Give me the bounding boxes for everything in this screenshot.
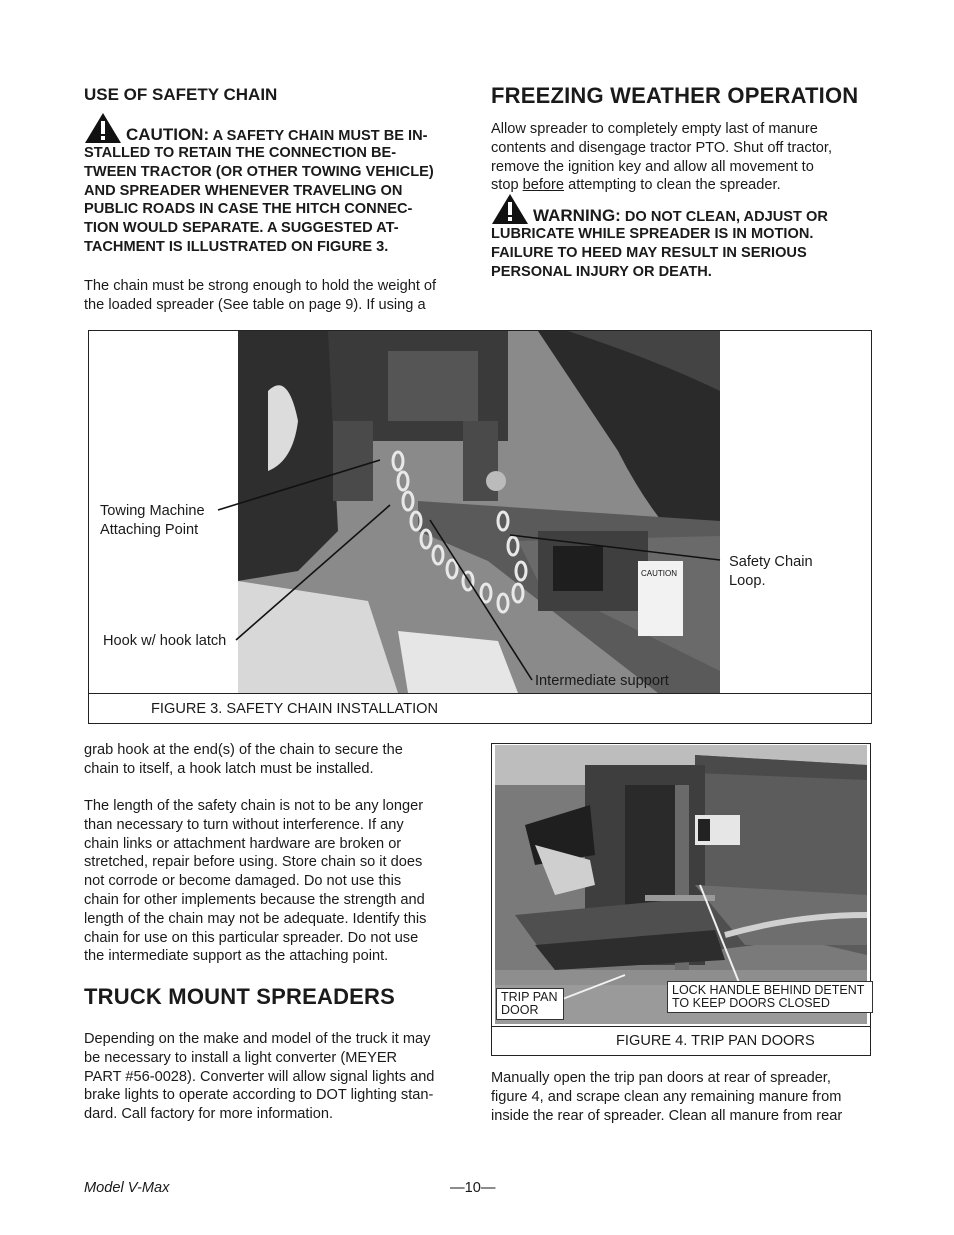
freezing-heading: FREEZING WEATHER OPERATION [491, 83, 859, 108]
truck-line: PART #56-0028). Converter will allow signal lights and [84, 1068, 435, 1085]
warning-line: PERSONAL INJURY OR DEATH. [491, 263, 712, 280]
freezing-line: Allow spreader to completely empty last of manure [491, 121, 818, 137]
caution-line-6: TACHMENT IS ILLUSTRATED ON FIGURE 3. [84, 238, 389, 255]
length-line: chain for use on this particular spreader. Do not use [84, 929, 419, 946]
label-lock-line-1: LOCK HANDLE BEHIND DETENT [672, 983, 865, 997]
manual-line: Manually open the trip pan doors at rear of spreader, [491, 1070, 831, 1086]
freezing-last-post: attempting to clean the spreader. [564, 177, 781, 194]
manual-line: figure 4, and scrape clean any remaining manure from [491, 1088, 842, 1105]
figure-3-caption: FIGURE 3. SAFETY CHAIN INSTALLATION [151, 701, 439, 717]
manual-open-paragraph [491, 1069, 876, 1125]
length-line: chain links or attachment hardware are broken or [84, 835, 402, 852]
label-trip-line-2: DOOR [501, 1003, 539, 1017]
caution-line-1: STALLED TO RETAIN THE CONNECTION BE- [84, 145, 397, 161]
length-line: than necessary to turn without interference. If any [84, 816, 404, 833]
warning-first: DO NOT CLEAN, ADJUST OR [624, 209, 828, 225]
caution-line-5: TION WOULD SEPARATE. A SUGGESTED AT- [84, 220, 399, 237]
freezing-line: contents and disengage tractor PTO. Shut off tractor, [491, 139, 832, 156]
length-line: stretched, repair before using. Store chain so it does [84, 854, 423, 871]
footer-page-number: —10— [450, 1180, 496, 1196]
freezing-before-underlined: before [522, 177, 565, 194]
caution-line-0: A SAFETY CHAIN MUST BE IN- [212, 128, 428, 144]
warning-line: LUBRICATE WHILE SPREADER IS IN MOTION. [491, 226, 814, 242]
chain-strength-line: The chain must be strong enough to hold the weight of [84, 278, 437, 294]
figure-4-caption: FIGURE 4. TRIP PAN DOORS [616, 1033, 815, 1049]
chain-strength-line: the loaded spreader (See table on page 9). If using a [84, 296, 426, 313]
label-towing-line-2: Attaching Point [100, 522, 199, 538]
label-towing-line-1: Towing Machine [100, 503, 205, 519]
label-trip-pan-door [496, 988, 564, 1020]
label-trip-line-1: TRIP PAN [501, 990, 558, 1004]
warning-word: WARNING: [533, 206, 621, 225]
footer-model: Model V-Max [84, 1180, 170, 1196]
label-hook-latch: Hook w/ hook latch [103, 633, 227, 649]
label-lock-line-2: TO KEEP DOORS CLOSED [672, 996, 830, 1010]
grab-hook-line: grab hook at the end(s) of the chain to secure the [84, 742, 403, 758]
warning-line: FAILURE TO HEED MAY RESULT IN SERIOUS [491, 244, 807, 261]
caution-line-3: AND SPREADER WHENEVER TRAVELING ON [84, 182, 403, 199]
manual-line: inside the rear of spreader. Clean all manure from rear [491, 1107, 843, 1124]
label-intermediate-support: Intermediate support [535, 673, 669, 689]
truck-line: be necessary to install a light converter (MEYER [84, 1049, 398, 1066]
label-loop-line-1: Safety Chain [729, 554, 813, 570]
grab-hook-line: chain to itself, a hook latch must be installed. [84, 760, 374, 777]
figure-3-decal-text: CAUTION [641, 569, 677, 578]
caution-word: CAUTION: [126, 125, 210, 144]
freezing-line: remove the ignition key and allow all movement to [491, 158, 814, 175]
truck-line: Depending on the make and model of the truck it may [84, 1031, 431, 1047]
freezing-last-pre: stop [491, 177, 523, 194]
truck-mount-heading: TRUCK MOUNT SPREADERS [84, 984, 395, 1009]
truck-line: dard. Call factory for more information. [84, 1106, 333, 1123]
length-line: The length of the safety chain is not to be any longer [84, 798, 424, 814]
length-line: the intermediate support as the attaching point. [84, 948, 389, 965]
safety-chain-heading: USE OF SAFETY CHAIN [84, 85, 278, 104]
truck-line: brake lights to operate according to DOT lighting stan- [84, 1087, 434, 1104]
length-line: length of the chain may not be adequate. Identify this [84, 910, 427, 927]
caution-line-2: TWEEN TRACTOR (OR OTHER TOWING VEHICLE) [84, 163, 434, 180]
label-loop-line-2: Loop. [729, 573, 766, 589]
length-line: chain for other implements because the strength and [84, 891, 425, 908]
caution-line-4: PUBLIC ROADS IN CASE THE HITCH CONNEC- [84, 201, 413, 218]
label-lock-handle [667, 981, 873, 1013]
length-line: not corrode or become damaged. Do not use this [84, 873, 402, 890]
